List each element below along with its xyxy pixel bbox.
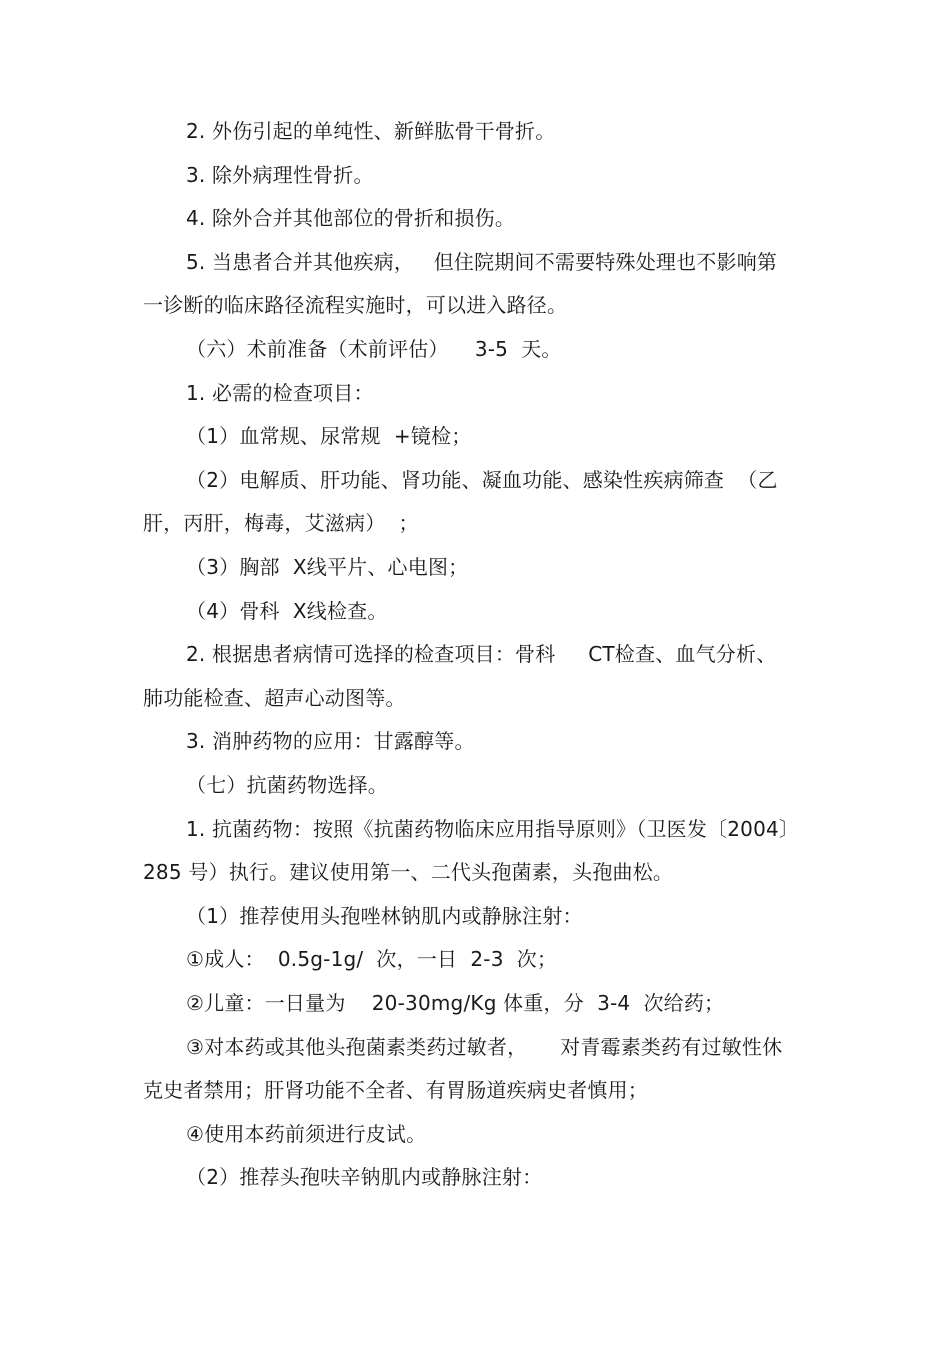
section-heading: （七）抗菌药物选择。 bbox=[186, 773, 388, 797]
text-line: ④使用本药前须进行皮试。 bbox=[186, 1122, 427, 1146]
text-line: 一诊断的临床路径流程实施时，可以进入路径。 bbox=[143, 293, 568, 317]
text-line: （1）血常规、尿常规 +镜检； bbox=[186, 424, 472, 448]
text-line: （2）电解质、肝功能、肾功能、凝血功能、感染性疾病筛查 （乙 bbox=[186, 468, 778, 492]
text-line: ②儿童：一日量为 20-30mg/Kg 体重，分 3-4 次给药； bbox=[186, 991, 725, 1015]
text-line: 4. 除外合并其他部位的骨折和损伤。 bbox=[186, 206, 516, 230]
text-line: 285 号）执行。建议使用第一、二代头孢菌素，头孢曲松。 bbox=[143, 860, 674, 884]
text-line: 3. 消肿药物的应用：甘露醇等。 bbox=[186, 729, 475, 753]
text-line: 肺功能检查、超声心动图等。 bbox=[143, 686, 406, 710]
text-line: 1. 抗菌药物：按照《抗菌药物临床应用指导原则》（卫医发〔2004〕 bbox=[186, 817, 800, 841]
text-line: 肝，丙肝，梅毒，艾滋病） ； bbox=[143, 511, 419, 535]
section-heading: （六）术前准备（术前评估） 3-5 天。 bbox=[186, 337, 562, 361]
text-line: （2）推荐头孢呋辛钠肌内或静脉注射： bbox=[186, 1165, 543, 1189]
text-line: 5. 当患者合并其他疾病， 但住院期间不需要特殊处理也不影响第 bbox=[186, 250, 778, 274]
text-line: 2. 外伤引起的单纯性、新鲜肱骨干骨折。 bbox=[186, 119, 556, 143]
text-line: （4）骨科 X线检查。 bbox=[186, 599, 388, 623]
text-line: （3）胸部 X线平片、心电图； bbox=[186, 555, 469, 579]
text-line: 克史者禁用；肝肾功能不全者、有胃肠道疾病史者慎用； bbox=[143, 1078, 648, 1102]
text-line: （1）推荐使用头孢唑林钠肌内或静脉注射： bbox=[186, 904, 583, 928]
text-line: 2. 根据患者病情可选择的检查项目：骨科 CT检查、血气分析、 bbox=[186, 642, 777, 666]
text-line: ③对本药或其他头孢菌素类药过敏者， 对青霉素类药有过敏性休 bbox=[186, 1035, 783, 1059]
text-line: ①成人： 0.5g-1g/ 次，一日 2-3 次； bbox=[186, 947, 558, 971]
text-line: 3. 除外病理性骨折。 bbox=[186, 163, 374, 187]
text-line: 1. 必需的检查项目： bbox=[186, 381, 374, 405]
